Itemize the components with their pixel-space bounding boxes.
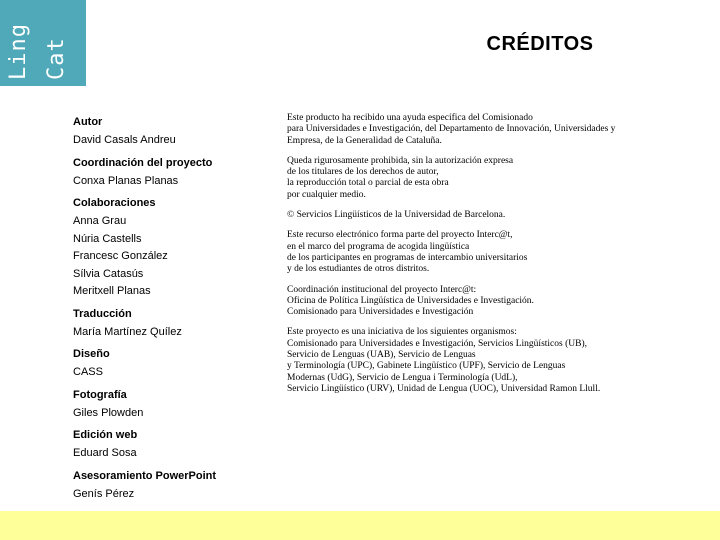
note-line: Este recurso electrónico forma parte del proyecto Interc@t,: [287, 230, 513, 241]
credit-name: Conxa Planas Planas: [73, 174, 179, 187]
credit-name: Anna Grau: [73, 215, 127, 227]
credit-name: María Martínez Quílez: [73, 325, 182, 338]
credit-role: Traducción: [73, 307, 132, 320]
credit-name: CASS: [73, 366, 103, 378]
credit-block: [73, 115, 273, 150]
credit-role: Edición web: [73, 429, 138, 441]
credit-role: Autor: [73, 116, 103, 128]
note-line: Queda rigurosamente prohibida, sin la autorización expresa: [287, 155, 514, 166]
note-line: Este proyecto es una iniciativa de los siguientes organismos:: [287, 327, 517, 338]
credit-block: [73, 307, 273, 342]
credit-name: Francesc González: [73, 250, 168, 262]
lingcat-logo: [0, 0, 86, 86]
note-paragraph: [287, 230, 657, 275]
note-line: Oficina de Política Lingüística de Universidades e Investigación.: [287, 295, 534, 306]
note-line: la reproducción total o parcial de esta obra: [287, 178, 449, 189]
note-paragraph: [287, 285, 657, 319]
bottom-bar: [0, 511, 720, 540]
note-line: y Terminología (UPC), Gabinete Lingüístico (UPF), Servicio de Lenguas: [287, 361, 566, 372]
note-line: Servicio de Lenguas (UAB), Servicio de Lenguas: [287, 350, 476, 361]
note-line: en el marco del programa de acogida lingüística: [287, 241, 470, 252]
credit-block: [73, 428, 273, 463]
note-line: Servicio Lingüístico (URV), Unidad de Lengua (UOC), Universidad Ramon Llull.: [287, 383, 601, 394]
credit-name: Genís Pérez: [73, 487, 135, 500]
credit-block: [73, 347, 273, 382]
note-paragraph: [287, 113, 657, 147]
legal-notes: [287, 113, 657, 404]
page-title: CRÉDITOS: [486, 33, 594, 55]
credit-block: [73, 388, 273, 423]
note-line: y de los estudiantes de otros distritos.: [287, 264, 430, 275]
credit-role: Asesoramiento PowerPoint: [73, 469, 217, 482]
logo-text-cat: Cat: [44, 37, 69, 80]
credit-role: Diseño: [73, 348, 110, 360]
note-line: para Universidades e Investigación, del Departamento de Innovación, Universidades y: [287, 124, 616, 135]
note-line: Coordinación institucional del proyecto Interc@t:: [287, 284, 477, 295]
credit-block: [73, 196, 273, 301]
credits-list: [73, 115, 273, 509]
credit-role: Coordinación del proyecto: [73, 156, 213, 169]
credit-role: Colaboraciones: [73, 197, 156, 209]
note-line: Modernas (UdG), Servicio de Lengua i Terminología (UdL),: [287, 372, 518, 383]
note-line: Comisionado para Universidades e Investigación: [287, 307, 474, 318]
credit-name: Meritxell Planas: [73, 285, 151, 297]
credit-role: Fotografía: [73, 388, 127, 401]
note-line: por cualquier medio.: [287, 189, 366, 200]
credit-name: Sílvia Catasús: [73, 267, 144, 280]
note-paragraph: [287, 210, 657, 221]
credit-name: Giles Plowden: [73, 406, 144, 419]
credit-name: Núria Castells: [73, 232, 142, 245]
note-line: de los titulares de los derechos de autor,: [287, 167, 439, 178]
logo-text-ling: Ling: [6, 23, 31, 80]
credit-name: David Casals Andreu: [73, 134, 176, 146]
credit-block: [73, 469, 273, 504]
note-paragraph: [287, 156, 657, 201]
credit-block: [73, 156, 273, 191]
note-line: © Servicios Lingüísticos de la Universidad de Barcelona.: [287, 210, 506, 221]
note-line: Este producto ha recibido una ayuda específica del Comisionado: [287, 113, 533, 123]
note-paragraph: [287, 327, 657, 395]
note-line: Empresa, de la Generalidad de Cataluña.: [287, 135, 442, 146]
note-line: Comisionado para Universidades e Investigación, Servicios Lingüísticos (UB),: [287, 338, 587, 349]
note-line: de los participantes en programas de intercambio universitarios: [287, 252, 528, 263]
credit-name: Eduard Sosa: [73, 447, 137, 459]
